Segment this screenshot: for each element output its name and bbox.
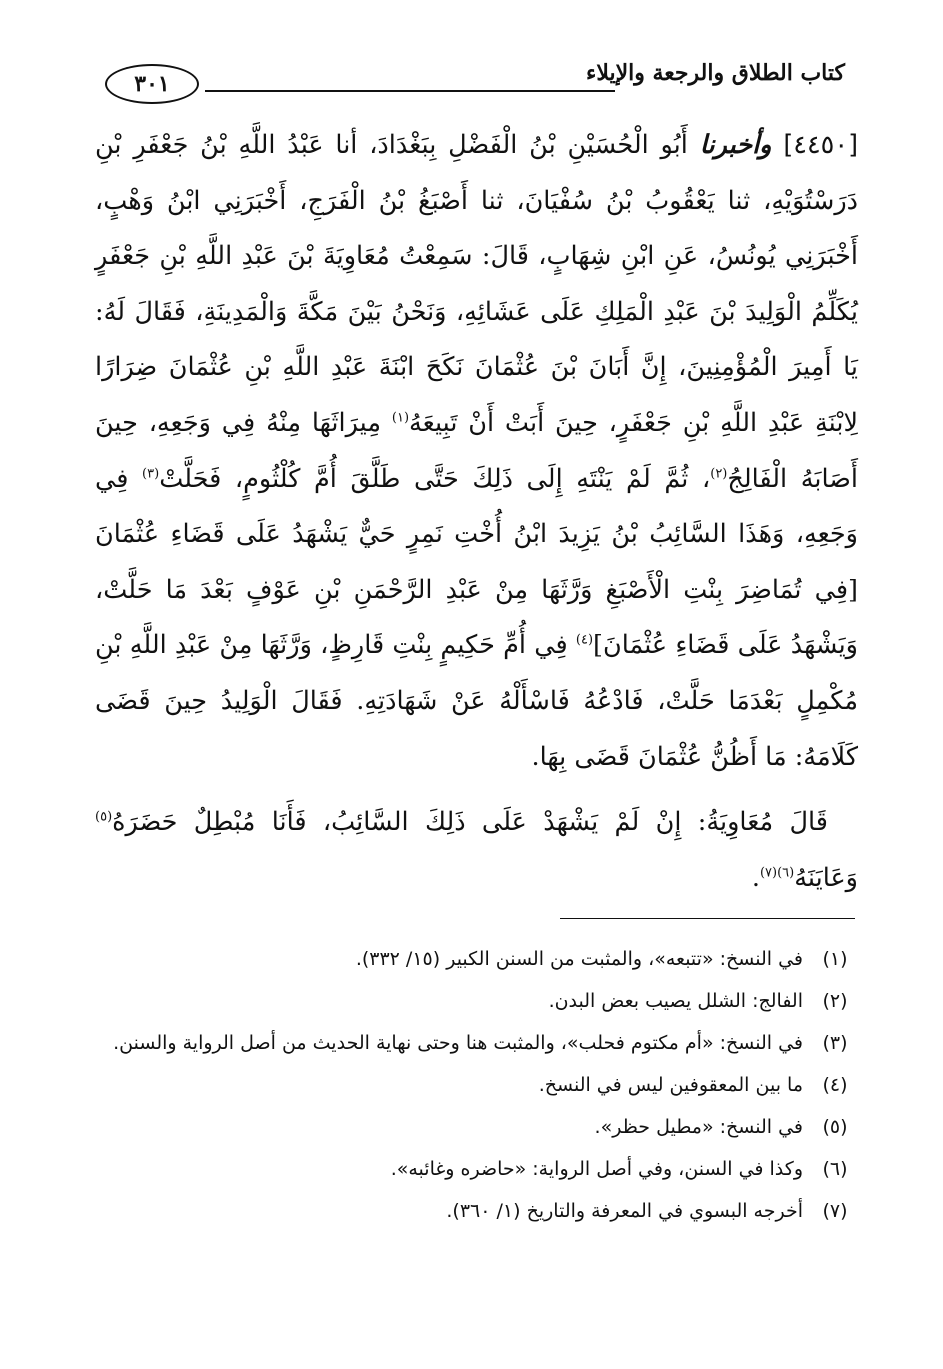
running-title: كتاب الطلاق والرجعة والإيلاء	[585, 60, 845, 86]
footnote	[105, 1196, 855, 1226]
footnote-ref-7: (٧)	[759, 865, 778, 881]
footnote-ref-3: (٣)	[142, 466, 160, 482]
main-text	[95, 118, 858, 906]
footnote	[105, 944, 855, 974]
footnote-number: (٢)	[822, 990, 848, 1012]
footnote-text: في النسخ: «أم مكتوم فحلب»، والمثبت هنا وحتى نهاية الحديث من أصل الرواية والسنن.	[113, 1032, 803, 1054]
hadith-text-1: أَبُو الْحُسَيْنِ بْنُ الْفَضْلِ بِبَغْدَادَ، أنا عَبْدُ اللَّهِ بْنُ جَعْفَرِ بْنِ دَرَسْتُوَيْهِ، ثنا يَعْقُوبُ بْنُ سُفْيَانَ، ثنا أَصْبَغُ بْنُ الْفَرَجِ، أَخْبَرَنِي ابْنُ وَهْبٍ، أَخْبَرَنِي يُونُسُ، عَنِ ابْنِ شِهَابٍ، قَالَ: سَمِعْتُ مُعَاوِيَةَ بْنَ عَبْدِ اللَّهِ بْنِ جَعْفَرٍ يُكَلِّمُ الْوَلِيدَ بْنَ عَبْدِ الْمَلِكِ عَلَى عَشَائِهِ، وَنَحْنُ بَيْنَ مَكَّةَ وَالْمَدِينَةِ، فَقَالَ لَهُ: يَا أَمِيرَ الْمُؤْمِنِينَ، إِنَّ أَبَانَ بْنَ عُثْمَانَ نَكَحَ ابْنَةَ عَبْدِ اللَّهِ بْنِ عُثْمَانَ ضِرَارًا لِابْنَةِ عَبْدِ اللَّهِ بْنِ جَعْفَرٍ، حِينَ أَبَتْ أَنْ تَبِيعَهُ	[95, 130, 859, 438]
footnote-text: ما بين المعقوفين ليس في النسخ.	[538, 1074, 803, 1096]
footnote-ref-6: (٦)	[777, 865, 795, 881]
hadith-number: [٤٤٥٠]	[783, 130, 859, 160]
footnote-text: وكذا في السنن، وفي أصل الرواية: «حاضره وغائبه».	[390, 1158, 803, 1180]
footnote-ref-4: (٤)	[575, 632, 594, 648]
footnote-text: أخرجه البسوي في المعرفة والتاريخ (١/ ٣٦٠).	[446, 1200, 803, 1222]
footnote-number: (٦)	[822, 1158, 848, 1180]
hadith-paragraph	[95, 118, 858, 785]
footnotes	[105, 944, 855, 1238]
footnote-ref-1: (١)	[391, 410, 410, 426]
hadith-text-2: مِيرَاثَهَا مِنْهُ فِي وَجَعِهِ، حِينَ أَصَابَهُ الْفَالِجُ	[95, 407, 858, 494]
hadith-text-5: فِي أُمِّ حَكِيمٍ بِنْتِ قَارِظٍ، وَرَّثَهَا مِنْ عَبْدِ اللَّهِ بْنِ مُكْمِلٍ بَعْدَمَا حَلَّتْ، فَادْعُهُ فَاسْأَلْهُ عَنْ شَهَادَتِهِ. فَقَالَ الْوَلِيدُ حِينَ قَضَى كَلَامَهُ: مَا أَظُنُّ عُثْمَانَ قَضَى بِهَا.	[95, 630, 858, 772]
page-header	[105, 58, 845, 108]
footnote	[105, 1028, 855, 1058]
second-paragraph-text: قَالَ مُعَاوِيَةُ: إِنْ لَمْ يَشْهَدْ عَلَى ذَلِكَ السَّائِبُ، فَأَنَا مُبْطِلٌ حَضَرَهُ	[112, 807, 828, 838]
footnote-number: (٧)	[822, 1200, 848, 1222]
footnote-text: في النسخ: «مطيل حظر».	[594, 1116, 803, 1138]
footnote-number: (١)	[822, 948, 848, 970]
footnote-number: (٤)	[822, 1074, 848, 1096]
hadith-text-4: فِي وَجَعِهِ، وَهَذَا السَّائِبُ بْنُ يَزِيدَ ابْنُ أُخْتِ نَمِرٍ حَيٌّ يَشْهَدُ عَلَى قَضَاءِ عُثْمَانَ [فِي تُمَاضِرَ بِنْتِ الْأَصْبَغِ وَرَّثَهَا مِنْ عَبْدِ الرَّحْمَنِ بْنِ عَوْفٍ بَعْدَ مَا حَلَّتْ، وَيَشْهَدُ عَلَى قَضَاءِ عُثْمَانَ]	[95, 463, 858, 661]
header-rule	[205, 90, 615, 92]
footnote	[105, 1154, 855, 1184]
page-number: ٣٠١	[105, 64, 199, 104]
hadith-text-3: ، ثُمَّ لَمْ يَنْتَهِ إِلَى ذَلِكَ حَتَّى طَلَّقَ أُمَّ كُلْثُومٍ، فَحَلَّتْ	[159, 463, 711, 494]
footnote	[105, 986, 855, 1016]
footnote-number: (٣)	[822, 1032, 848, 1054]
hadith-intro: وأخبرنا	[699, 130, 772, 160]
footnote-text: الفالج: الشلل يصيب بعض البدن.	[548, 990, 803, 1012]
footnote-separator	[560, 918, 855, 919]
footnote-ref-5: (٥)	[95, 809, 113, 825]
second-paragraph-text-b: وَعَايَنَهُ	[794, 862, 858, 893]
footnote	[105, 1112, 855, 1142]
footnote-ref-2: (٢)	[710, 466, 728, 482]
footnote-number: (٥)	[822, 1116, 848, 1138]
second-paragraph-end: .	[751, 862, 760, 893]
second-paragraph	[95, 795, 858, 906]
footnote	[105, 1070, 855, 1100]
footnote-text: في النسخ: «تتبعه»، والمثبت من السنن الكبير (١٥/ ٣٣٢).	[355, 948, 803, 970]
